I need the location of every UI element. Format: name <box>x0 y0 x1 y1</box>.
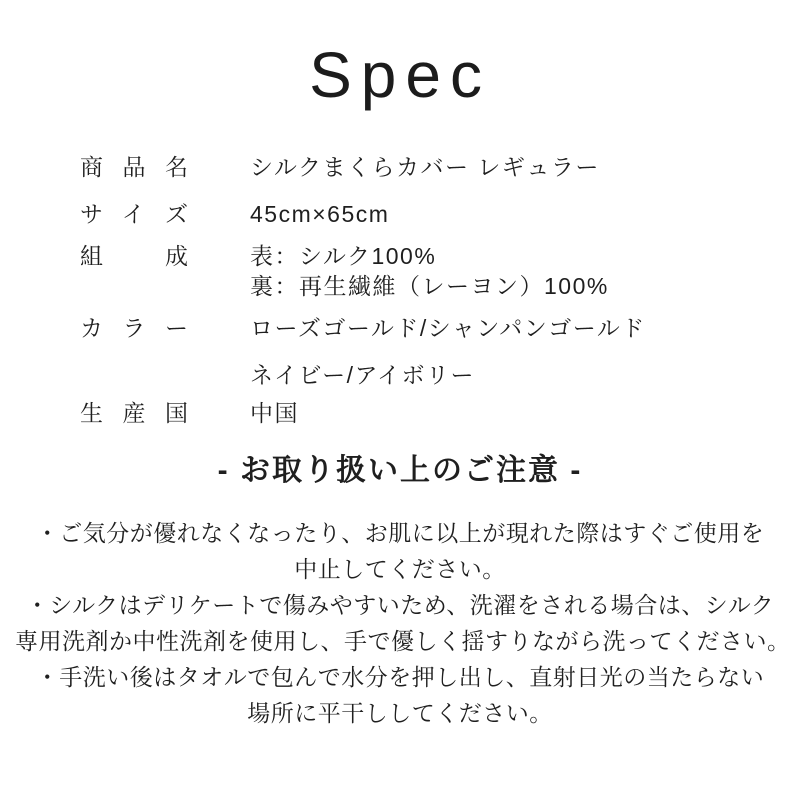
notice-item <box>15 515 785 587</box>
spec-value: 裏：再生繊維（レーヨン）100% <box>250 273 609 299</box>
spec-value: ネイビー/アイボリー <box>250 362 475 388</box>
spec-row-product-name <box>80 152 800 182</box>
spec-row-size <box>80 199 800 229</box>
notice-item <box>15 587 791 659</box>
spec-values <box>250 241 609 301</box>
spec-row-composition <box>80 241 800 301</box>
spec-label: 組成 <box>80 243 188 269</box>
spec-value: シルクまくらカバー レギュラー <box>250 154 600 180</box>
notice-heading: - お取り扱い上のご注意 - <box>217 454 583 487</box>
notice-line: ・ご気分が優れなくなったり、お肌に以上が現れた際はすぐご使用を <box>35 520 765 546</box>
notice-line: 中止してください。 <box>294 556 506 582</box>
spec-row-country <box>80 398 800 428</box>
notice-line: 専用洗剤か中性洗剤を使用し、手で優しく揺すりながら洗ってください。 <box>15 628 791 654</box>
spec-label: サイズ <box>80 201 188 227</box>
spec-page <box>0 38 800 800</box>
spec-row-color <box>80 313 800 390</box>
spec-value: 表：シルク100% <box>250 243 437 269</box>
spec-label: 生産国 <box>80 400 188 426</box>
spec-label: カラー <box>80 315 188 341</box>
notice-line: ・シルクはデリケートで傷みやすいため、洗濯をされる場合は、シルク <box>25 592 775 618</box>
notice-line: 場所に平干ししてください。 <box>247 700 553 726</box>
spec-values <box>250 398 299 428</box>
notice-line: ・手洗い後はタオルで包んで水分を押し出し、直射日光の当たらない <box>35 664 765 690</box>
spec-table <box>80 152 800 428</box>
spec-value: 45cm×65cm <box>250 201 390 227</box>
spec-label: 商品名 <box>80 154 188 180</box>
spec-values <box>250 199 389 229</box>
spec-value: ローズゴールド/シャンパンゴールド <box>250 315 646 341</box>
notice-list <box>15 515 791 731</box>
page-title: Spec <box>309 39 491 111</box>
spec-value: 中国 <box>250 400 299 426</box>
spec-values <box>250 313 646 390</box>
spec-values <box>250 152 600 182</box>
notice-item <box>15 659 785 731</box>
